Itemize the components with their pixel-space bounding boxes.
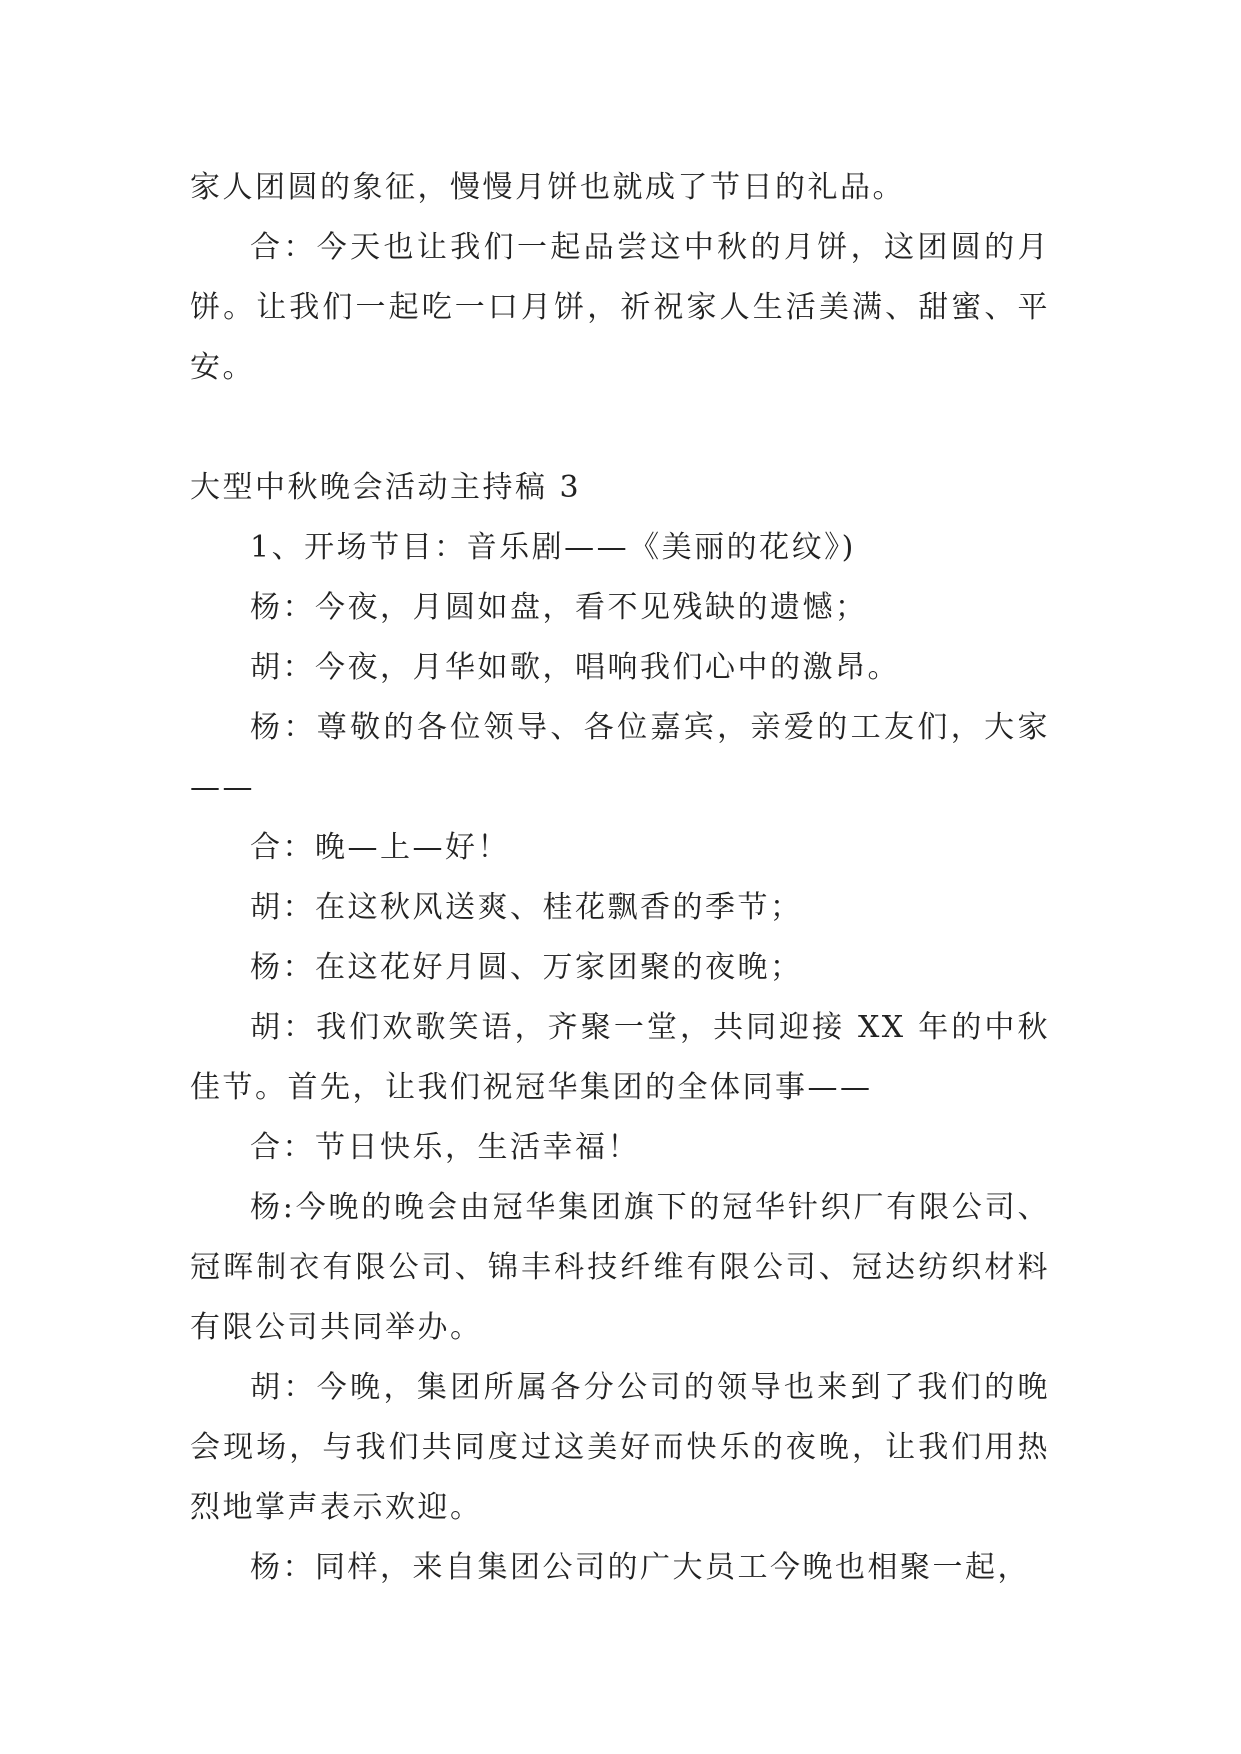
paragraph: 合：晚—上—好！ bbox=[250, 830, 510, 865]
paragraph: 杨：今夜，月圆如盘，看不见残缺的遗憾； bbox=[250, 590, 868, 625]
paragraph: 杨：尊敬的各位领导、各位嘉宾，亲爱的工友们，大家—— bbox=[190, 710, 1050, 805]
paragraph: 胡：我们欢歌笑语，齐聚一堂，共同迎接 XX 年的中秋佳节。首先，让我们祝冠华集团的全体同事—— bbox=[190, 1010, 1050, 1105]
paragraph: 合：今天也让我们一起品尝这中秋的月饼，这团圆的月饼。让我们一起吃一口月饼，祈祝家人生活美满、甜蜜、平安。 bbox=[190, 230, 1050, 385]
paragraph: 胡：在这秋风送爽、桂花飘香的季节； bbox=[250, 890, 803, 925]
paragraph: 杨：在这花好月圆、万家团聚的夜晚； bbox=[250, 950, 803, 985]
section-gap bbox=[190, 398, 1050, 458]
paragraph: 胡：今夜，月华如歌，唱响我们心中的激昂。 bbox=[250, 650, 900, 685]
paragraph: 杨:今晚的晚会由冠华集团旗下的冠华针织厂有限公司、冠晖制衣有限公司、锦丰科技纤维有限公司、冠达纺织材料有限公司共同举办。 bbox=[190, 1190, 1050, 1345]
document-body bbox=[190, 158, 1050, 1598]
section-heading: 大型中秋晚会活动主持稿 3 bbox=[190, 470, 582, 505]
paragraph: 1、开场节目：音乐剧——《美丽的花纹》) bbox=[250, 530, 856, 565]
paragraph: 杨：同样，来自集团公司的广大员工今晚也相聚一起， bbox=[250, 1550, 1030, 1585]
paragraph: 合：节日快乐，生活幸福！ bbox=[250, 1130, 640, 1165]
paragraph: 家人团圆的象征，慢慢月饼也就成了节日的礼品。 bbox=[190, 170, 905, 205]
paragraph: 胡：今晚，集团所属各分公司的领导也来到了我们的晚会现场，与我们共同度过这美好而快乐的夜晚，让我们用热烈地掌声表示欢迎。 bbox=[190, 1370, 1050, 1525]
